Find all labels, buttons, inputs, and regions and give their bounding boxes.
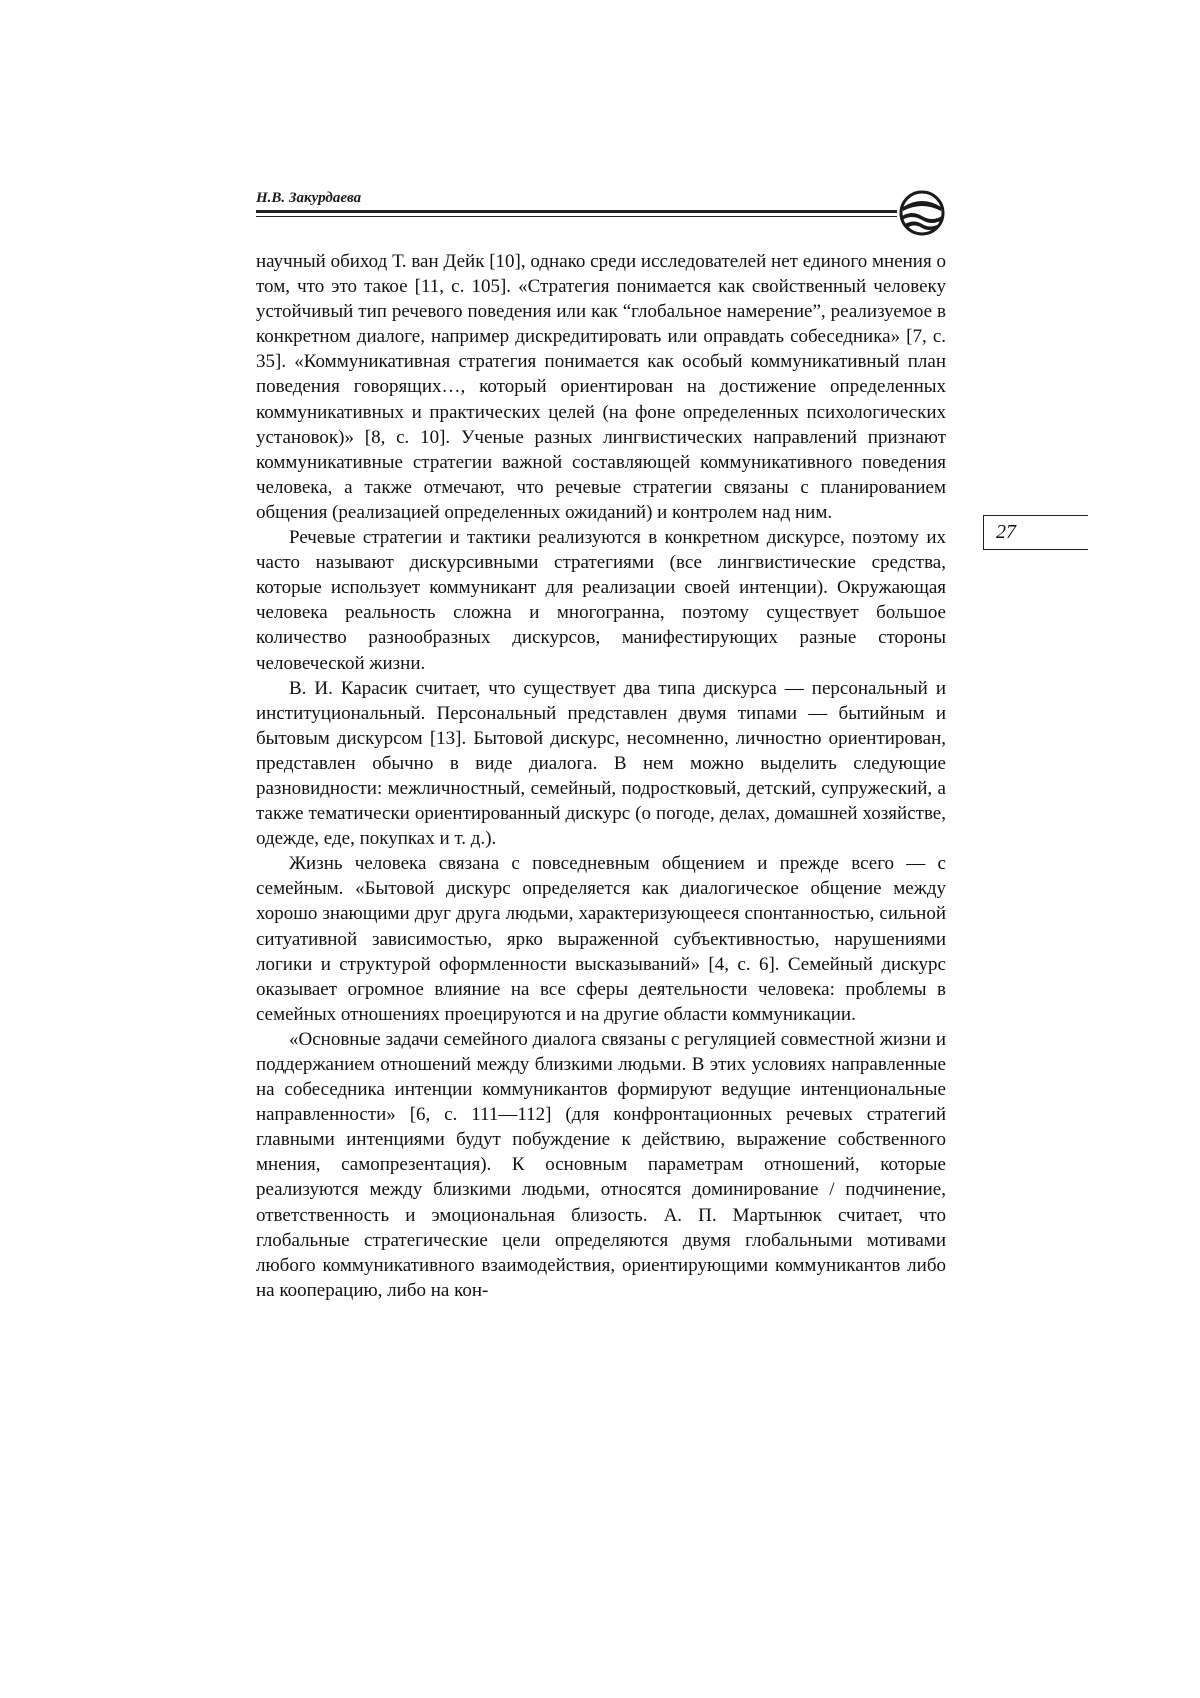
paragraph-3: В. И. Карасик считает, что существует два типа дискурса — персональный и институциональный. Персональный представлен двумя типами — бытийным и бытовым дискурсом [13]. Бытовой дискурс, несомненно, личностно ориентирован, представлен обычно в виде диалога. В нем можно выделить следующие разновидности: межличностный, семейный, подростковый, детский, супружеский, а также тематически ориентированный дискурс (о погоде, делах, домашней хозяйстве, одежде, еде, покупках и т. д.). — [256, 677, 946, 850]
header-rule-thick — [256, 210, 897, 213]
running-header-author: Н.В. Закурдаева — [256, 190, 362, 206]
paragraph-1: научный обиход Т. ван Дейк [10], однако среди исследователей нет единого мнения о том, что это такое [11, с. 105]. «Стратегия понимается как свойственный человеку устойчивый тип речевого поведения или как “глобальное намерение”, реализуемое в конкретном диалоге, например дискредитировать или оправдать собеседника» [7, с. 35]. «Коммуникативная стратегия понимается как особый коммуникативный план поведения говорящих…, который ориентирован на достижение определенных коммуникативных и практических целей (на фоне определенных психологических установок)» [8, с. 10]. Ученые разных лингвистических направлений признают коммуникативные стратегии важной составляющей коммуникативного поведения человека, а также отмечают, что речевые стратегии связаны с планированием общения (реализацией определенных ожиданий) и контролем над ним. — [256, 251, 946, 523]
paragraph-2: Речевые стратегии и тактики реализуются в конкретном дискурсе, поэтому их часто называют дискурсивными стратегиями (все лингвистические средства, которые использует коммуникант для реализации своей интенции). Окружающая человека реальность сложна и многогранна, поэтому существует большое количество разнообразных дискурсов, манифестирующих разные стороны человеческой жизни. — [256, 527, 946, 674]
journal-logo-icon — [898, 190, 946, 236]
page-number: 27 — [996, 521, 1016, 543]
paragraph-5: «Основные задачи семейного диалога связаны с регуляцией совместной жизни и поддержанием отношений между близкими людьми. В этих условиях направленные на собеседника интенции коммуникантов формируют ведущие интенциональные направленности» [6, с. 111—112] (для конфронтационных речевых стратегий главными интенциями будут побуждение к действию, выражение собственного мнения, самопрезентация). К основным параметрам отношений, которые реализуются между близкими людьми, относятся доминирование / подчинение, ответственность и эмоциональная близость. А. П. Мартынюк считает, что глобальные стратегические цели определяются двумя глобальными мотивами любого коммуникативного взаимодействия, ориентирующими коммуникантов либо на кооперацию, либо на кон- — [256, 1028, 946, 1301]
article-body — [256, 249, 946, 1303]
page-number-box — [983, 515, 1088, 550]
paragraph-4: Жизнь человека связана с повседневным общением и прежде всего — с семейным. «Бытовой дискурс определяется как диалогическое общение между хорошо знающими друг друга людьми, характеризующееся спонтанностью, сильной ситуативной зависимостью, ярко выраженной субъективностью, нарушениями логики и структурой оформленности высказываний» [4, с. 6]. Семейный дискурс оказывает огромное влияние на все сферы деятельности человека: проблемы в семейных отношениях проецируются и на другие области коммуникации. — [256, 853, 946, 1025]
header-rule-thin — [256, 216, 897, 217]
